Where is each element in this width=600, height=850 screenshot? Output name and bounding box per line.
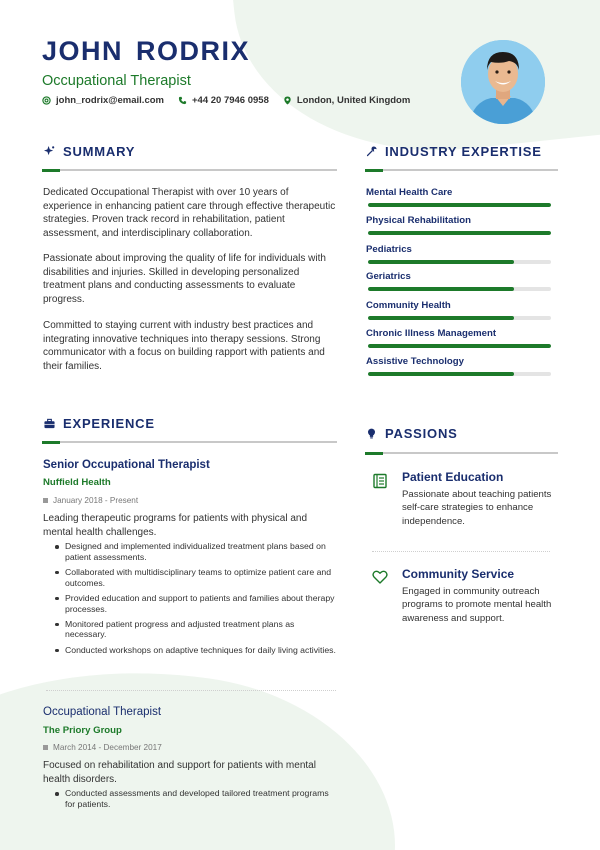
job-title: Senior Occupational Therapist xyxy=(43,459,210,471)
skill-bar-fill xyxy=(368,260,514,264)
skill-bar xyxy=(368,344,551,348)
skill-bar-fill xyxy=(368,203,551,207)
job-summary: Focused on rehabilitation and support for patients with mental health disorders. xyxy=(43,760,316,785)
expertise-heading xyxy=(366,144,542,159)
candidate-title: Occupational Therapist xyxy=(42,73,191,89)
job-bullet: Collaborated with multidisciplinary teams to optimize patient care and outcomes. xyxy=(53,567,338,589)
skill-name: Physical Rehabilitation xyxy=(366,215,472,226)
job-bullet: Provided education and support to patients and families about therapy processes. xyxy=(53,593,338,615)
contact-location xyxy=(283,95,410,106)
portrait-photo xyxy=(461,40,545,124)
contact-email[interactable] xyxy=(42,95,164,106)
job-separator xyxy=(46,690,336,691)
skill-bar xyxy=(368,231,551,235)
book-icon xyxy=(372,473,388,489)
summary-paragraph-1: Dedicated Occupational Therapist with over 10 years of experience in enhancing patient care through effective therapeutic strategies. Proven track record in rehabilitation, patient assessment, and interdisciplinary collaboration. xyxy=(43,187,336,239)
skill-bar xyxy=(368,372,551,376)
passions-heading-text: PASSIONS xyxy=(385,426,458,441)
summary-divider xyxy=(42,169,337,171)
job-company: Nuffield Health xyxy=(43,477,111,488)
passion-title: Community Service xyxy=(402,567,515,581)
skill-name: Geriatrics xyxy=(366,271,411,282)
contact-email-text: john_rodrix@email.com xyxy=(56,95,164,106)
job-bullet: Conducted workshops on adaptive techniques for daily living activities. xyxy=(53,645,338,656)
summary-divider-accent xyxy=(42,169,60,172)
skill-bar xyxy=(368,203,551,207)
contact-phone[interactable] xyxy=(178,95,269,106)
heart-icon xyxy=(372,569,388,585)
experience-heading xyxy=(44,416,155,431)
job-bullet-list xyxy=(53,541,338,660)
job-bullet: Designed and implemented individualized treatment plans based on patient assessments. xyxy=(53,541,338,563)
job-dates-text: March 2014 - December 2017 xyxy=(53,743,162,752)
expertise-divider xyxy=(365,169,558,171)
experience-divider-accent xyxy=(42,441,60,444)
job-bullet: Monitored patient progress and adjusted treatment plans as necessary. xyxy=(53,619,338,641)
skill-bar-fill xyxy=(368,372,514,376)
job-bullet-list xyxy=(53,788,338,814)
job-dates xyxy=(43,496,138,505)
passion-description: Passionate about teaching patients self-care strategies to enhance independence. xyxy=(402,489,552,527)
job-summary: Leading therapeutic programs for patients with physical and mental health challenges. xyxy=(43,513,308,538)
skill-name: Assistive Technology xyxy=(366,356,464,367)
passion-title: Patient Education xyxy=(402,470,504,484)
wrench-icon xyxy=(366,146,377,157)
job-title: Occupational Therapist xyxy=(43,706,162,718)
passions-divider-accent xyxy=(365,452,383,455)
job-bullet: Conducted assessments and developed tailored treatment programs for patients. xyxy=(53,788,338,810)
expertise-heading-text: INDUSTRY EXPERTISE xyxy=(385,144,542,159)
job-dates-text: January 2018 - Present xyxy=(53,496,139,505)
skill-bar xyxy=(368,287,551,291)
skill-name: Pediatrics xyxy=(366,244,412,255)
sparkle-icon xyxy=(44,146,55,157)
summary-paragraph-2: Passionate about improving the quality of life for individuals with disabilities and injuries. Skilled in developing personalized treatment plans and conducting assessments to evaluate progress. xyxy=(43,253,326,305)
summary-paragraph-3: Committed to staying current with industry best practices and integrating innovative techniques into therapy sessions. Strong communicator with a focus on building rapport with patients and their families. xyxy=(43,320,325,372)
avatar xyxy=(461,40,545,124)
contact-location-text: London, United Kingdom xyxy=(296,95,411,106)
job-company: The Priory Group xyxy=(43,725,122,736)
experience-divider xyxy=(42,441,337,443)
calendar-icon xyxy=(43,498,48,503)
phone-icon xyxy=(178,96,187,105)
summary-heading-text: SUMMARY xyxy=(63,144,136,159)
contact-row xyxy=(42,95,410,106)
at-icon xyxy=(42,96,51,105)
expertise-divider-accent xyxy=(365,169,383,172)
job-dates xyxy=(43,743,162,752)
briefcase-icon xyxy=(44,418,55,429)
contact-phone-text: +44 20 7946 0958 xyxy=(191,95,269,106)
skill-bar-fill xyxy=(368,287,514,291)
skill-bar-fill xyxy=(368,344,551,348)
passion-separator xyxy=(372,551,550,552)
skill-bar xyxy=(368,316,551,320)
skill-bar-fill xyxy=(368,231,551,235)
passion-description: Engaged in community outreach programs to promote mental health awareness and support. xyxy=(402,586,552,624)
experience-heading-text: EXPERIENCE xyxy=(63,416,155,431)
passions-heading xyxy=(366,426,458,441)
skill-name: Mental Health Care xyxy=(366,187,453,198)
passions-divider xyxy=(365,452,558,454)
location-pin-icon xyxy=(283,96,292,105)
lightbulb-icon xyxy=(366,428,377,439)
summary-heading xyxy=(44,144,135,159)
skill-bar xyxy=(368,260,551,264)
candidate-name: JOHN RODRIX xyxy=(42,36,251,66)
skill-bar-fill xyxy=(368,316,514,320)
calendar-icon xyxy=(43,745,48,750)
skill-name: Community Health xyxy=(366,300,451,311)
skill-name: Chronic Illness Management xyxy=(366,328,497,339)
